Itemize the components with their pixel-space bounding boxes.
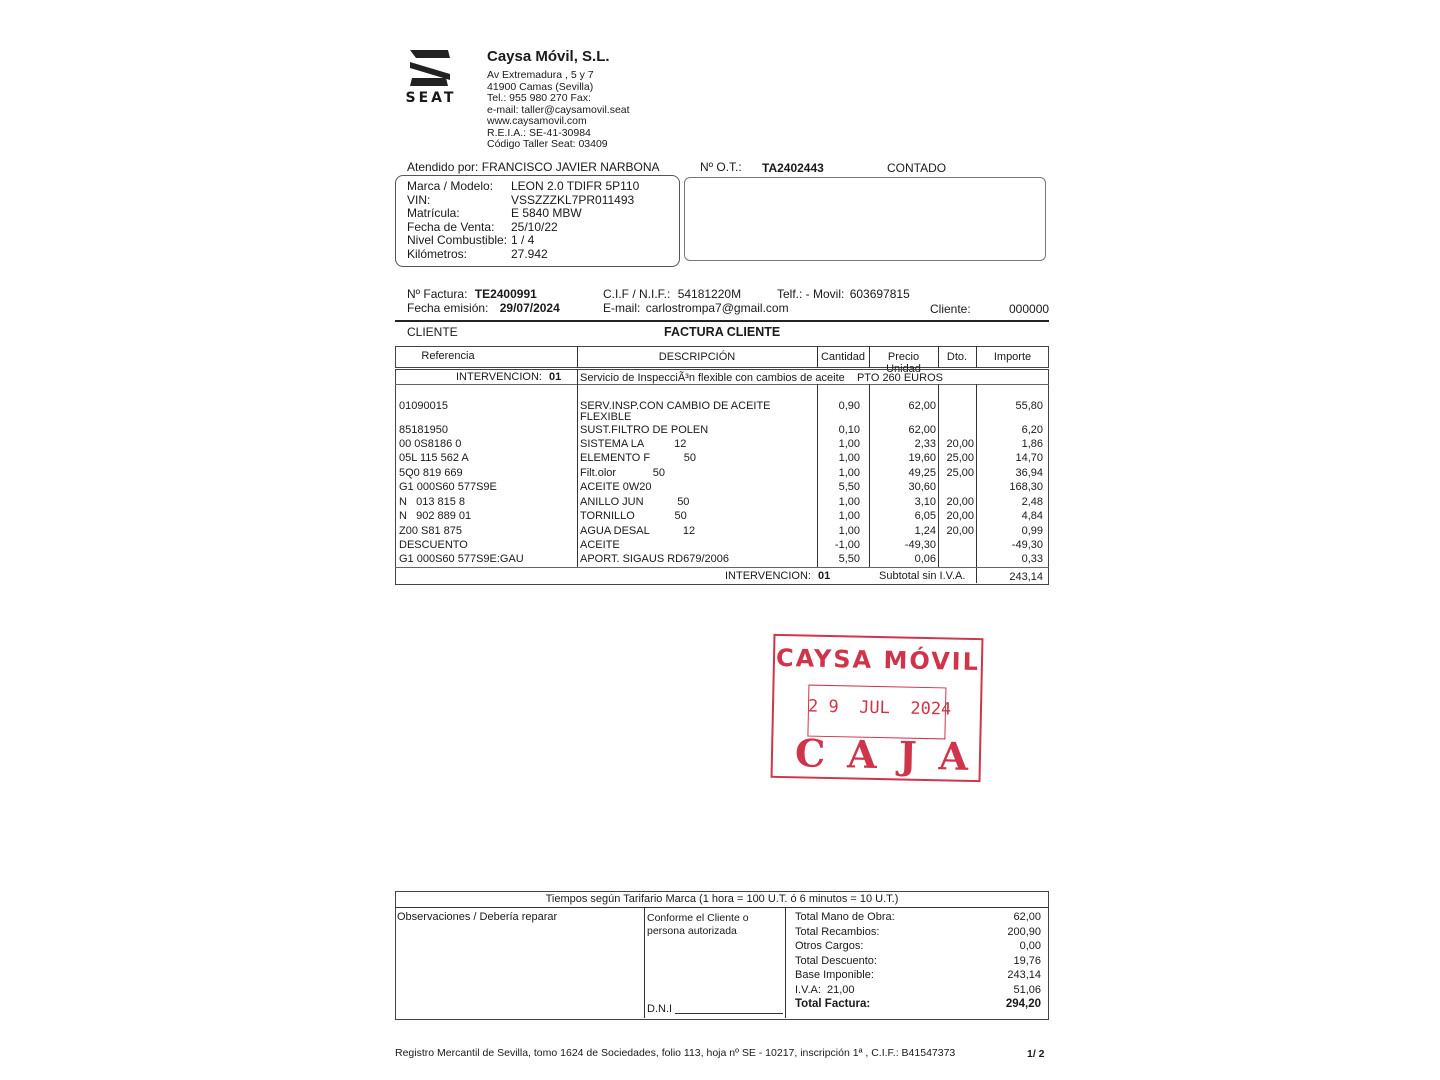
conform-label-line: Conforme el Cliente o: [647, 912, 749, 924]
total-label: Base Imponible:: [795, 969, 874, 981]
row-unit: 49,25: [908, 467, 936, 479]
table-row: [395, 399, 1049, 423]
vehicle-row: [407, 179, 677, 193]
row-desc: SUST.FILTRO DE POLEN: [580, 424, 709, 436]
seat-logo: [396, 48, 466, 106]
items-table: [395, 346, 1049, 585]
row-unit: 62,00: [908, 400, 936, 412]
row-qty: 1,00: [838, 452, 860, 464]
page-number: 1/ 2: [1027, 1048, 1045, 1060]
ot-number: TA2402443: [762, 161, 824, 175]
vehicle-row: [407, 233, 677, 247]
phone-label: Telf.: - Movil:: [777, 287, 845, 301]
invoice-number-label: Nº Factura:: [407, 287, 468, 301]
footer-intervention-label: INTERVENCION:: [725, 570, 811, 582]
intervention-header: [456, 371, 561, 383]
footer-intervention-number: 01: [818, 570, 831, 582]
row-ref: 01090015: [399, 400, 448, 412]
total-label: Total Descuento:: [795, 954, 877, 967]
row-qty: -1,00: [834, 539, 860, 551]
vehicle-label: Fecha de Venta:: [407, 219, 495, 234]
address-line: Código Taller Seat: 03409: [487, 138, 608, 150]
row-ref: N 902 889 01: [399, 510, 472, 522]
row-amount: 6,20: [1021, 424, 1043, 436]
col-desc-header: DESCRIPCIÓN: [658, 351, 736, 363]
vehicle-row: [407, 206, 677, 220]
grand-total-row: [793, 997, 1055, 1011]
total-value: 0,00: [1019, 940, 1041, 952]
brand-wordmark: SEAT: [405, 90, 457, 106]
address-line: www.caysamovil.com: [487, 115, 587, 127]
row-amount: 1,86: [1021, 438, 1043, 450]
attended-label: Atendido por:: [407, 160, 479, 174]
total-label: I.V.A: 21,00: [795, 983, 855, 996]
phone-value: 603697815: [849, 287, 910, 301]
table-row: [395, 524, 1049, 538]
row-amount: 4,84: [1021, 510, 1043, 522]
vehicle-value: VSSZZZKL7PR011493: [511, 192, 635, 207]
attended-value: FRANCISCO JAVIER NARBONA: [481, 160, 660, 174]
client-code-label: Cliente:: [930, 302, 971, 316]
address-line: R.E.I.A.: SE-41-30984: [487, 126, 591, 139]
total-value: 19,76: [1013, 954, 1041, 967]
row-qty: 5,50: [838, 481, 860, 493]
stamp-company: CAYSA MÓVIL: [775, 643, 981, 677]
invoice-number: [407, 287, 537, 301]
total-row: [793, 925, 1055, 939]
col-unit-header: Precio Unidad: [886, 351, 921, 375]
vehicle-details: [407, 179, 677, 260]
row-qty: 1,00: [838, 510, 860, 522]
vehicle-value: 27.942: [511, 246, 548, 261]
cash-stamp: [771, 634, 991, 782]
invoice-date-value: 29/07/2024: [499, 301, 560, 315]
table-row: [395, 552, 1049, 566]
vehicle-row: [407, 193, 677, 207]
intervention-label: INTERVENCION:: [456, 371, 542, 383]
vehicle-label: VIN:: [407, 192, 431, 207]
invoice-title: FACTURA CLIENTE: [664, 325, 781, 339]
row-desc: ACEITE 0W20: [580, 481, 652, 493]
table-row: [395, 509, 1049, 523]
stamp-date: 2 9 JUL 2024: [807, 696, 952, 720]
address-line: Tel.: 955 980 270 Fax:: [487, 92, 591, 104]
invoice-number-value: TE2400991: [474, 287, 537, 301]
subtotal-value: 243,14: [1009, 571, 1043, 583]
row-dto: 25,00: [946, 467, 974, 479]
row-desc: AGUA DESAL 12: [580, 525, 696, 537]
row-amount: 55,80: [1015, 400, 1043, 412]
row-amount: 0,33: [1021, 553, 1043, 565]
address-line: 41900 Camas (Sevilla): [487, 80, 594, 93]
registry-note: Registro Mercantil de Sevilla, tomo 1624 de Sociedades, folio 113, hoja nº SE - 10217, inscripción 1ª , C.I.F.: B41547373: [395, 1047, 956, 1059]
table-row: [395, 451, 1049, 465]
total-label: Otros Cargos:: [795, 940, 864, 952]
vehicle-label: Marca / Modelo:: [407, 179, 494, 193]
row-qty: 1,00: [838, 438, 860, 450]
dni-signature-line: [675, 1013, 783, 1014]
row-unit: 19,60: [908, 452, 936, 464]
invoice-date-label: Fecha emisión:: [407, 301, 489, 315]
table-row: [395, 538, 1049, 552]
total-row: [793, 939, 1055, 953]
total-value: 243,14: [1007, 969, 1041, 981]
row-ref: N 013 815 8: [399, 496, 466, 508]
conform-label-line: persona autorizada: [647, 925, 737, 937]
row-desc-cont: FLEXIBLE: [580, 411, 632, 423]
summary-box: [395, 891, 1049, 1020]
customer-address-box: [684, 177, 1046, 261]
row-ref: 5Q0 819 669: [399, 467, 463, 479]
row-ref: Z00 S81 875: [399, 525, 462, 537]
row-dto: 25,00: [946, 452, 974, 464]
row-unit: 3,10: [914, 496, 936, 508]
cif-value: 54181220M: [677, 287, 742, 301]
total-value: 200,90: [1007, 925, 1041, 938]
payment-type: CONTADO: [887, 161, 947, 175]
row-ref: 00 0S8186 0: [399, 438, 462, 450]
row-ref: DESCUENTO: [399, 539, 468, 551]
total-label: Total Recambios:: [795, 925, 880, 938]
row-desc: SISTEMA LA 12: [580, 438, 687, 450]
row-amount: 0,99: [1021, 525, 1043, 537]
client-cif: [603, 287, 741, 301]
row-qty: 1,00: [838, 525, 860, 537]
row-unit: 6,05: [914, 510, 936, 522]
company-name: Caysa Móvil, S.L.: [487, 48, 610, 65]
section-client-label: CLIENTE: [407, 325, 458, 339]
intervention-footer: [725, 570, 830, 582]
row-ref: 85181950: [399, 424, 448, 436]
attended-by: [407, 160, 660, 174]
vehicle-label: Nivel Combustible:: [407, 233, 508, 247]
row-qty: 1,00: [838, 496, 860, 508]
client-phone: [777, 287, 910, 301]
vehicle-label: Matrícula:: [407, 206, 460, 220]
row-unit: -49,30: [904, 539, 936, 551]
row-amount: 2,48: [1021, 496, 1043, 508]
row-qty: 0,90: [838, 400, 860, 412]
client-email: [603, 301, 789, 315]
table-row: [395, 480, 1049, 494]
row-desc: ELEMENTO F 50: [580, 452, 696, 464]
total-label: Total Mano de Obra:: [795, 911, 895, 923]
total-row: [793, 968, 1055, 982]
conform-label: [647, 912, 749, 938]
grand-total-label: Total Factura:: [795, 998, 871, 1010]
row-dto: 20,00: [946, 525, 974, 537]
invoice-date: [407, 301, 560, 315]
row-qty: 1,00: [838, 467, 860, 479]
row-qty: 0,10: [838, 424, 860, 436]
subtotal-label: Subtotal sin I.V.A.: [879, 570, 966, 582]
vehicle-value: E 5840 MBW: [511, 206, 582, 220]
row-unit: 30,60: [908, 481, 936, 493]
section-divider: [395, 320, 1049, 322]
company-address: [487, 70, 630, 151]
vehicle-label: Kilómetros:: [407, 246, 468, 261]
vehicle-row: [407, 247, 677, 261]
row-amount: 168,30: [1009, 481, 1043, 493]
col-amount-header: Importe: [993, 351, 1032, 363]
row-dto: 20,00: [946, 510, 974, 522]
row-unit: 0,06: [914, 553, 936, 565]
vehicle-row: [407, 220, 677, 234]
cif-label: C.I.F / N.I.F.:: [603, 287, 671, 301]
col-dto-header: Dto.: [946, 351, 968, 363]
email-value: carlostrompa7@gmail.com: [645, 301, 789, 315]
total-row: [793, 954, 1055, 968]
client-code-value: 000000: [1009, 302, 1050, 316]
intervention-description: Servicio de InspecciÃ³n flexible con cambios de aceite PTO 260 EUROS: [580, 372, 943, 384]
table-row: [395, 437, 1049, 451]
address-line: Av Extremadura , 5 y 7: [487, 69, 594, 81]
email-label: E-mail:: [603, 301, 641, 315]
row-dto: 20,00: [946, 496, 974, 508]
col-ref-header: Referencia: [421, 350, 475, 362]
row-unit: 1,24: [914, 525, 936, 537]
vehicle-value: 25/10/22: [511, 219, 558, 234]
row-unit: 2,33: [914, 438, 936, 450]
table-row: [395, 466, 1049, 480]
row-desc: Filt.olor 50: [580, 467, 665, 479]
row-desc: ANILLO JUN 50: [580, 496, 690, 508]
grand-total-value: 294,20: [1005, 998, 1041, 1010]
row-desc: ACEITE: [580, 539, 620, 551]
table-row: [395, 495, 1049, 509]
row-amount: 14,70: [1015, 452, 1043, 464]
row-amount: 36,94: [1015, 467, 1043, 479]
vehicle-value: LEON 2.0 TDIFR 5P110: [511, 179, 640, 193]
row-ref: G1 000S60 577S9E: [399, 481, 497, 493]
vehicle-value: 1 / 4: [511, 233, 535, 247]
total-value: 62,00: [1013, 911, 1041, 923]
dni-label: D.N.I: [647, 1003, 673, 1015]
row-ref: G1 000S60 577S9E:GAU: [399, 553, 524, 565]
row-qty: 5,50: [838, 553, 860, 565]
total-row: [793, 983, 1055, 997]
table-row: [395, 423, 1049, 437]
row-desc: APORT. SIGAUS RD679/2006: [580, 553, 729, 565]
row-unit: 62,00: [908, 424, 936, 436]
col-qty-header: Cantidad: [820, 351, 866, 363]
stamp-caja: CAJA: [794, 730, 991, 780]
row-amount: -49,30: [1011, 539, 1043, 551]
row-ref: 05L 115 562 A: [399, 452, 469, 464]
total-row: [793, 910, 1055, 924]
total-value: 51,06: [1013, 983, 1041, 996]
observations-label: Observaciones / Debería reparar: [397, 911, 558, 923]
row-dto: 20,00: [946, 438, 974, 450]
seat-s-icon: [396, 48, 466, 88]
row-desc: SERV.INSP.CON CAMBIO DE ACEITE: [580, 400, 771, 412]
address-line: e-mail: taller@caysamovil.seat: [487, 103, 630, 116]
intervention-number: 01: [549, 371, 562, 383]
times-note: Tiempos según Tarifario Marca (1 hora = 100 U.T. ó 6 minutos = 10 U.T.): [545, 893, 899, 905]
row-desc: TORNILLO 50: [580, 510, 687, 522]
ot-label: Nº O.T.:: [700, 160, 742, 174]
